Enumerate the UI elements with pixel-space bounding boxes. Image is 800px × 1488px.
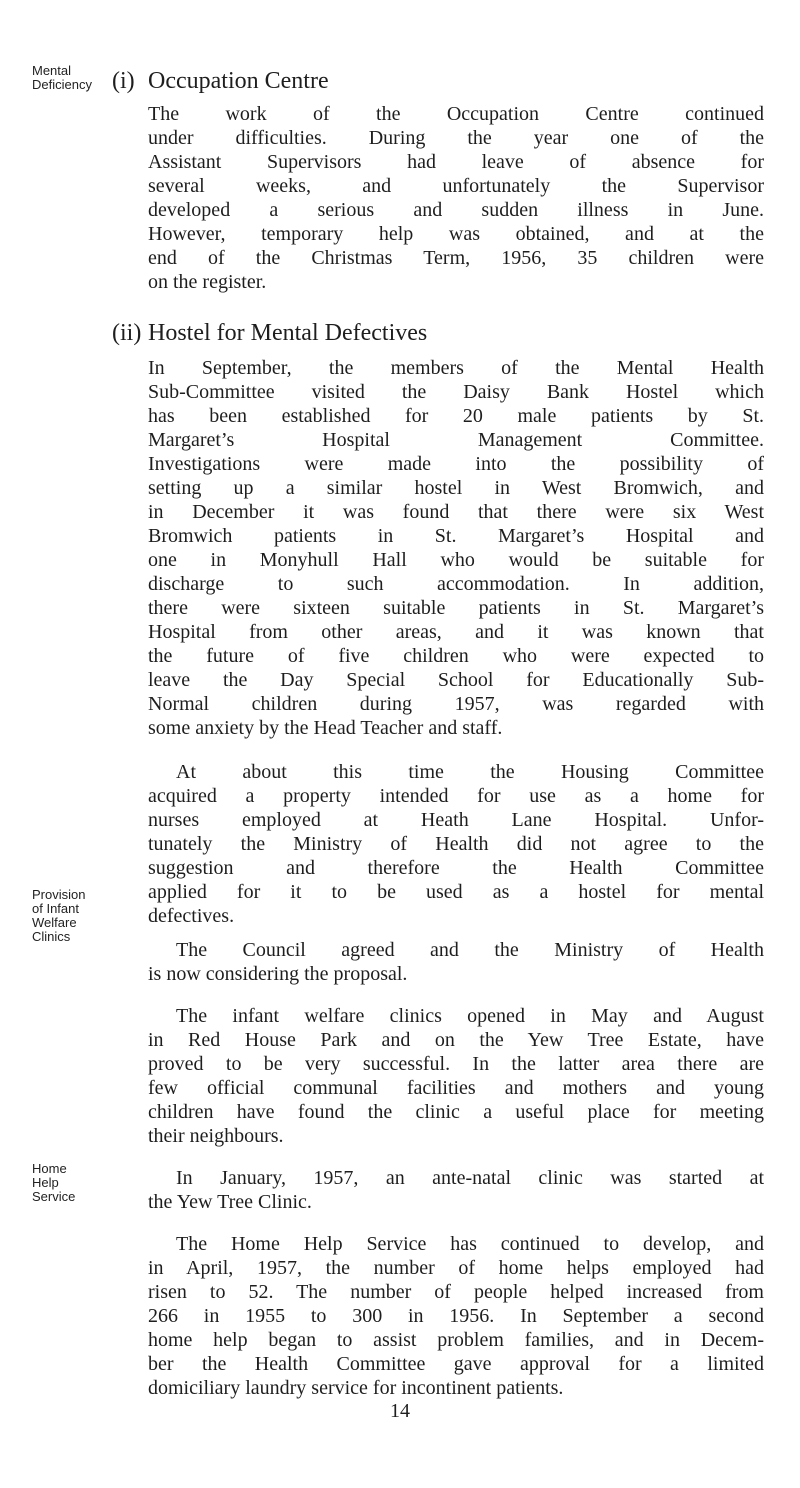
text-line: The infant welfare clinics opened in May and August [176,1005,764,1027]
text-line: some anxiety by the Head Teacher and staff. [148,717,503,739]
text-line: nurses employed at Heath Lane Hospital. Unfor- [148,809,764,831]
text-line: is now considering the proposal. [148,963,408,985]
text-line: Investigations were made into the possibility of [148,453,764,475]
text-line: risen to 52. The number of people helped increased from [148,1281,764,1303]
text-line: The Home Help Service has continued to develop, and [176,1233,764,1255]
text-line: defectives. [148,905,235,927]
text-line: their neighbours. [148,1125,284,1147]
text-line: one in Monyhull Hall who would be suitable for [148,549,764,571]
text-line: in December it was found that there were six West [148,501,764,523]
text-line: the future of five children who were expected to [148,645,764,667]
margin-note-line: of Infant [32,901,79,916]
text-line: The work of the Occupation Centre continued [148,103,764,125]
text-line: Assistant Supervisors had leave of absence for [148,151,764,173]
text-line: Margaret’s Hospital Management Committee. [148,429,764,451]
text-line: Hospital from other areas, and it was known that [148,621,764,643]
text-line: In January, 1957, an ante-natal clinic was started at [176,1167,764,1189]
text-line: The Council agreed and the Ministry of Health [176,939,764,961]
margin-note-line: Deficiency [32,77,92,92]
section-title: Occupation Centre [148,68,329,94]
text-line: tunately the Ministry of Health did not agree to the [148,833,764,855]
text-line: under difficulties. During the year one of the [148,127,764,149]
text-line: the Yew Tree Clinic. [148,1191,312,1213]
text-line: However, temporary help was obtained, and at the [148,223,764,245]
section-title: Hostel for Mental Defectives [148,320,428,346]
margin-note-mental-deficiency [32,64,102,92]
hostel-paragraph-2 [148,760,764,928]
text-line: home help began to assist problem families, and in Decem- [148,1329,764,1351]
text-line: proved to be very successful. In the latter area there are [148,1053,764,1075]
page-number: 14 [390,1400,410,1422]
text-line: Bromwich patients in St. Margaret’s Hospital and [148,525,764,547]
text-line: developed a serious and sudden illness in June. [148,199,764,221]
margin-note-home-help [32,1162,102,1204]
text-line: suggestion and therefore the Health Committee [148,857,764,879]
text-line: acquired a property intended for use as a home for [148,785,764,807]
infant-welfare-paragraph-1 [148,1004,764,1148]
text-line: children have found the clinic a useful place for meeting [148,1101,764,1123]
margin-note-line: Mental [32,63,72,78]
occupation-centre-paragraph [148,102,764,294]
text-line: has been established for 20 male patients by St. [148,405,764,427]
text-line: several weeks, and unfortunately the Supervisor [148,175,764,197]
margin-note-line: Home [32,1161,67,1176]
text-line: applied for it to be used as a hostel for mental [148,881,764,903]
text-line: domiciliary laundry service for incontinent patients. [148,1377,564,1399]
home-help-paragraph [148,1232,764,1400]
text-line: Sub-Committee visited the Daisy Bank Hostel which [148,381,764,403]
margin-note-infant-welfare [32,888,102,944]
margin-note-line: Welfare [32,915,77,930]
text-line: ber the Health Committee gave approval for a limited [148,1353,764,1375]
infant-welfare-paragraph-2 [148,1166,764,1214]
text-line: leave the Day Special School for Educationally Sub- [148,669,764,691]
text-line: in Red House Park and on the Yew Tree Estate, have [148,1029,764,1051]
margin-note-line: Service [32,1189,76,1204]
text-line: In September, the members of the Mental Health [148,357,764,379]
text-line: discharge to such accommodation. In addition, [148,573,764,595]
text-line: in April, 1957, the number of home helps employed had [148,1257,764,1279]
text-line: setting up a similar hostel in West Bromwich, and [148,477,764,499]
section-number: (ii) [112,320,142,346]
margin-note-line: Provision [32,887,86,902]
text-line: there were sixteen suitable patients in St. Margaret’s [148,597,764,619]
text-line: end of the Christmas Term, 1956, 35 children were [148,247,764,269]
margin-note-line: Help [32,1175,59,1190]
section-heading-hostel [112,318,427,348]
text-line: At about this time the Housing Committee [176,761,764,783]
text-line: Normal children during 1957, was regarded with [148,693,764,715]
text-line: few official communal facilities and mothers and young [148,1077,764,1099]
text-line: 266 in 1955 to 300 in 1956. In September a second [148,1305,764,1327]
section-number: (i) [112,68,135,94]
hostel-paragraph-3 [148,938,764,986]
margin-note-line: Clinics [32,929,71,944]
hostel-paragraph-1 [148,356,764,740]
text-line: on the register. [148,271,267,293]
section-heading-occupation-centre [112,66,329,96]
